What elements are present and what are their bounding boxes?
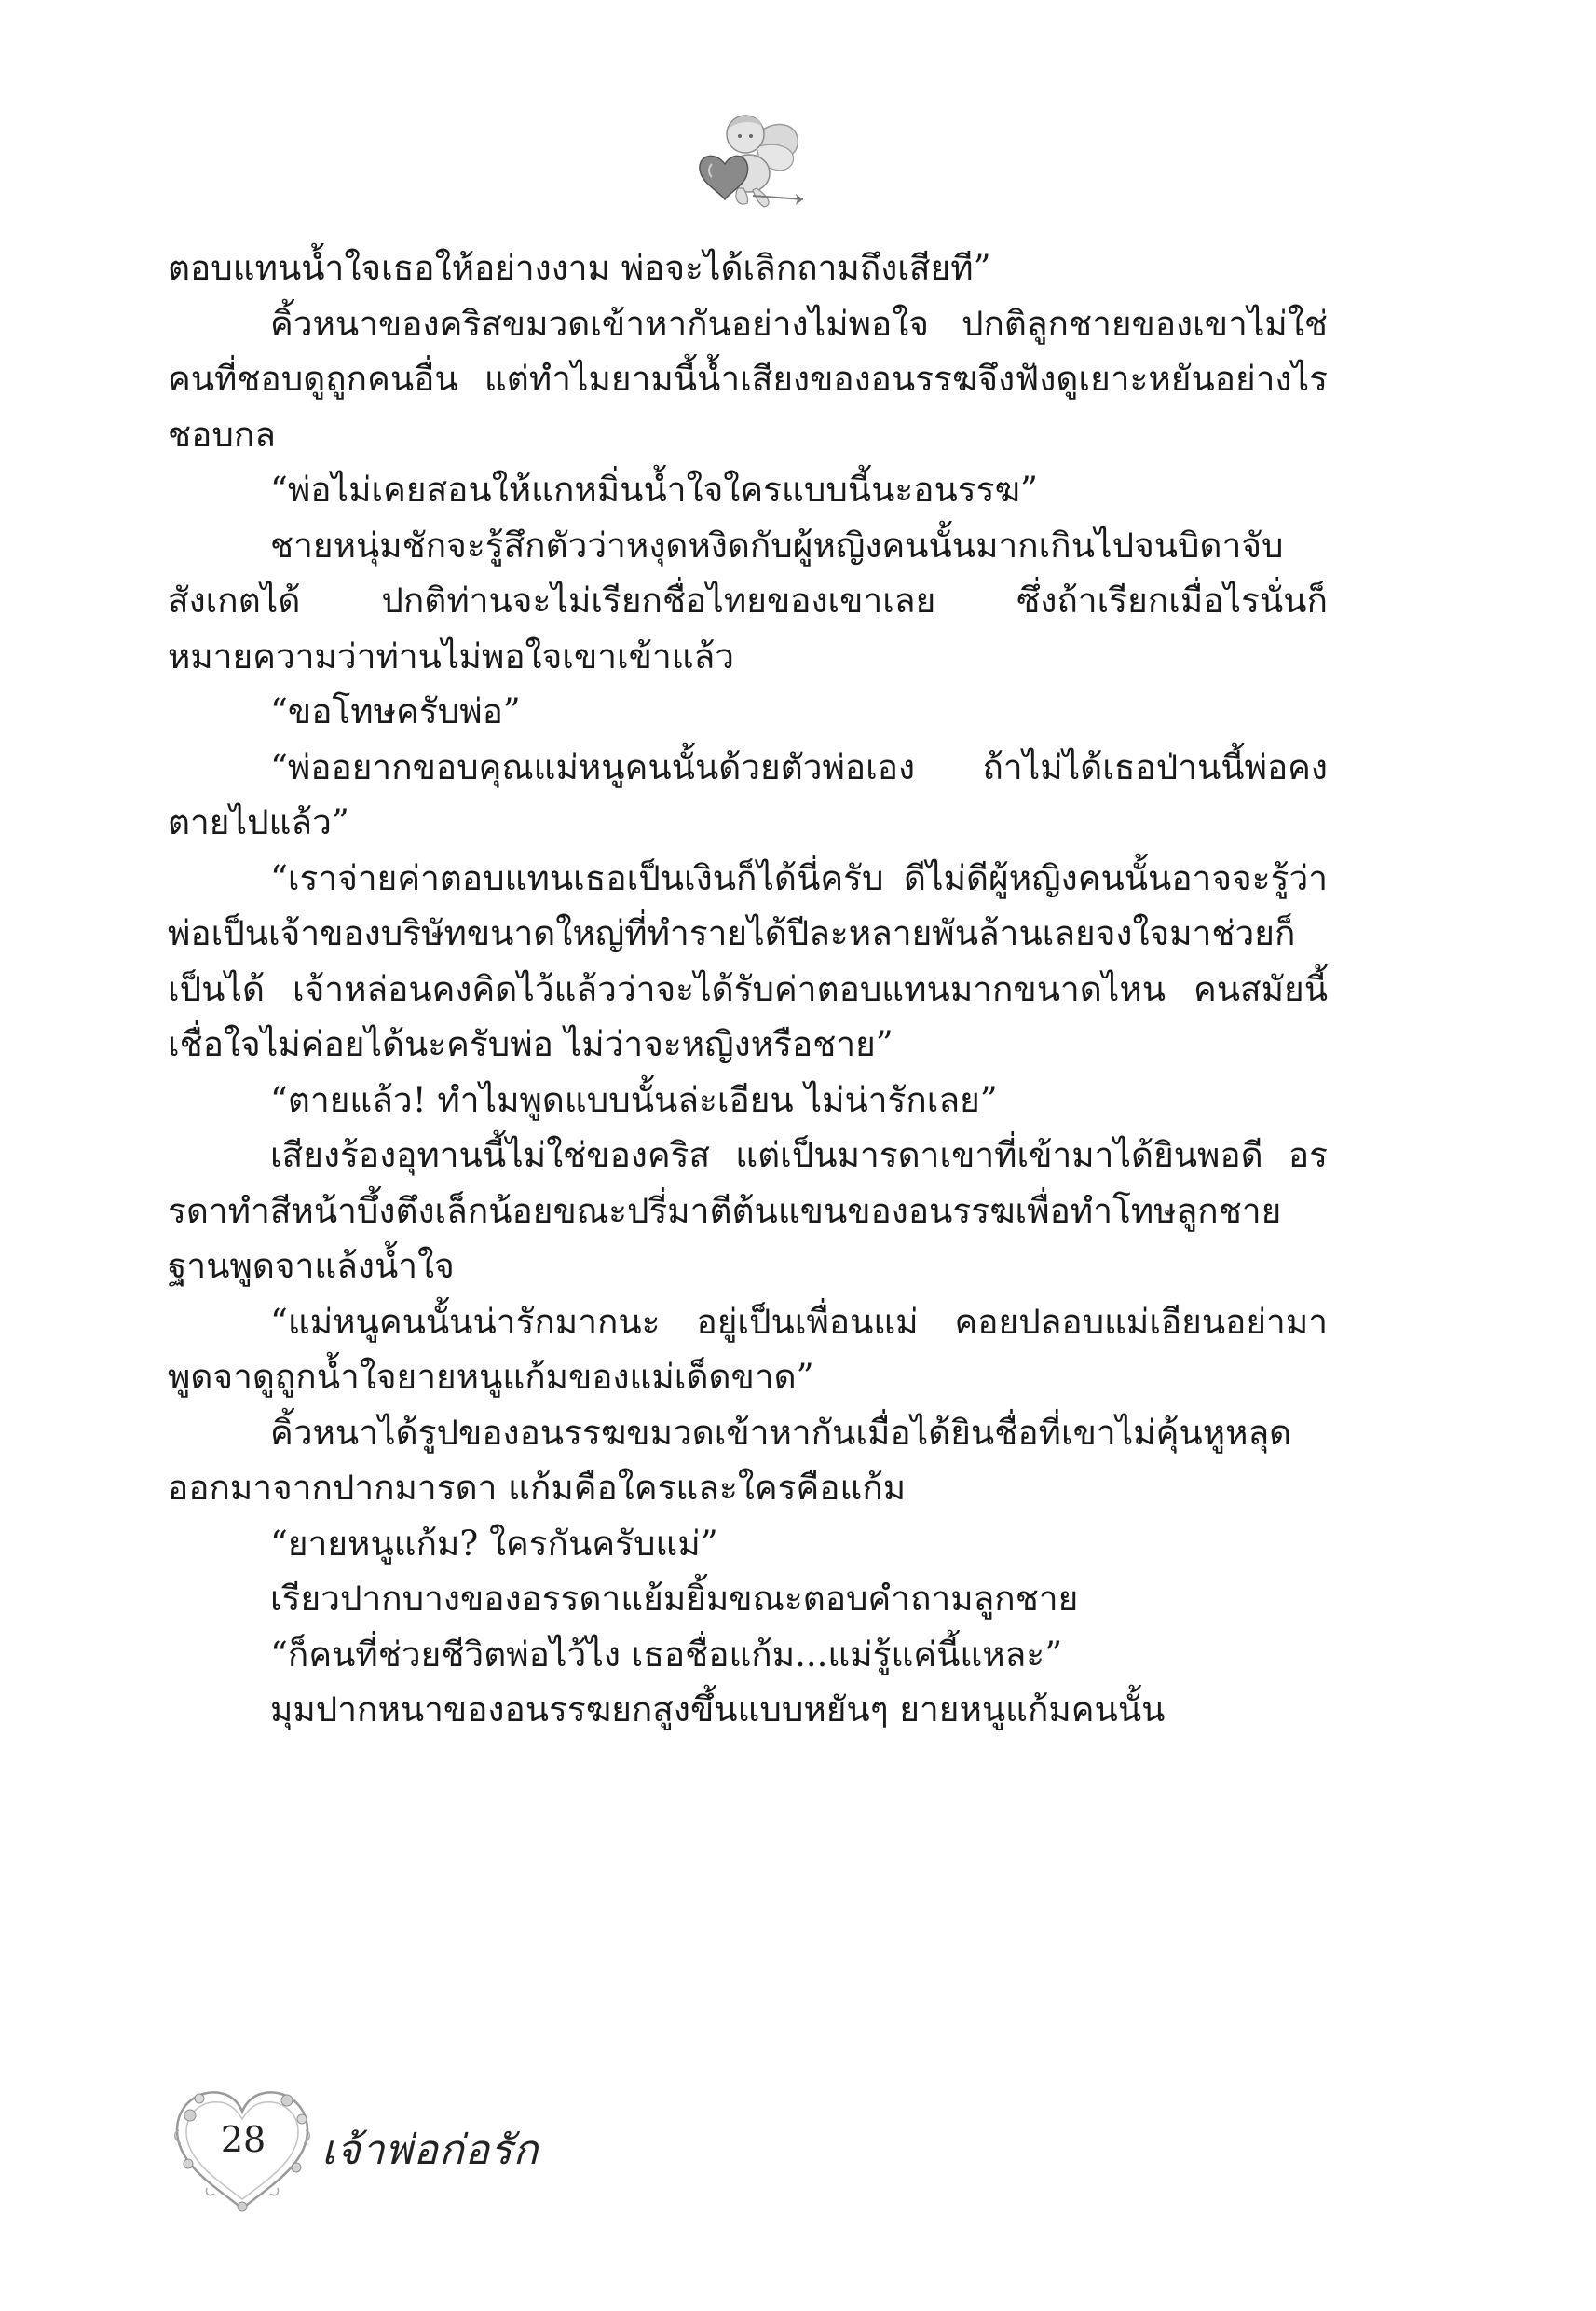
page-footer [168, 2078, 615, 2218]
page-number: 28 [220, 2119, 266, 2160]
paragraph: ตอบแทนน้ำใจเธอให้อย่างงาม พ่อจะได้เลิกถามถึงเสียที” [168, 248, 991, 288]
cupid-heart-icon [688, 103, 809, 214]
body-text [168, 240, 1328, 1738]
paragraph: เรียวปากบางของอรรดาแย้มยิ้มขณะตอบคำถามลูกชาย [270, 1579, 1079, 1619]
paragraph: ชายหนุ่มชักจะรู้สึกตัวว่าหงุดหงิดกับผู้หญิงคนนั้นมากเกินไปจนบิดาจับสังเกตได้ ปกติท่านจะไม่เรียกชื่อไทยของเขาเลย ซึ่งถ้าเรียกเมื่อไรนั่นก็หมายความว่าท่านไม่พอใจเขาเข้าแล้ว [168, 525, 1328, 677]
paragraph: เสียงร้องอุทานนี้ไม่ใช่ของคริส แต่เป็นมารดาเขาที่เข้ามาได้ยินพอดี อรรดาทำสีหน้าบึ้งตึงเล็กน้อยขณะปรี่มาตีต้นแขนของอนรรฆเพื่อทำโทษลูกชายฐานพูดจาแล้งน้ำใจ [168, 1135, 1328, 1286]
paragraph: “พ่ออยากขอบคุณแม่หนูคนนั้นด้วยตัวพ่อเอง ถ้าไม่ได้เธอป่านนี้พ่อคงตายไปแล้ว” [168, 746, 1328, 842]
paragraph: คิ้วหนาได้รูปของอนรรฆขมวดเข้าหากันเมื่อได้ยินชื่อที่เขาไม่คุ้นหูหลุดออกมาจากปากมารดา แก้มคือใครและใครคือแก้ม [168, 1412, 1292, 1508]
paragraph: คิ้วหนาของคริสขมวดเข้าหากันอย่างไม่พอใจ ปกติลูกชายของเขาไม่ใช่คนที่ชอบดูถูกคนอื่น แต่ทำไมยามนี้น้ำเสียงของอนรรฆจึงฟังดูเยาะหยันอย่างไรชอบกล [168, 303, 1328, 455]
book-title: เจ้าพ่อก่อรัก [321, 2126, 539, 2174]
paragraph: “ตายแล้ว! ทำไมพูดแบบนั้นล่ะเอียน ไม่น่ารักเลย” [270, 1079, 998, 1120]
paragraph: “ยายหนูแก้ม? ใครกันครับแม่” [270, 1523, 718, 1564]
paragraph: “แม่หนูคนนั้นน่ารักมากนะ อยู่เป็นเพื่อนแม่ คอยปลอบแม่เอียนอย่ามาพูดจาดูถูกน้ำใจยายหนูแก้มของแม่เด็ดขาด” [168, 1301, 1328, 1397]
paragraph: “ขอโทษครับพ่อ” [270, 691, 521, 732]
paragraph: “เราจ่ายค่าตอบแทนเธอเป็นเงินก็ได้นี่ครับ ดีไม่ดีผู้หญิงคนนั้นอาจจะรู้ว่าพ่อเป็นเจ้าของบริษัทขนาดใหญ่ที่ทำรายได้ปีละหลายพันล้านเลยจงใจมาช่วยก็เป็นได้ เจ้าหล่อนคงคิดไว้แล้วว่าจะได้รับค่าตอบแทนมากขนาดไหน คนสมัยนี้เชื่อใจไม่ค่อยได้นะครับพ่อ ไม่ว่าจะหญิงหรือชาย” [168, 857, 1328, 1064]
paragraph: “ก็คนที่ช่วยชีวิตพ่อไว้ไง เธอชื่อแก้ม...แม่รู้แค่นี้แหละ” [270, 1634, 1063, 1675]
paragraph: มุมปากหนาของอนรรฆยกสูงขึ้นแบบหยันๆ ยายหนูแก้มคนนั้น [270, 1689, 1166, 1730]
paragraph: “พ่อไม่เคยสอนให้แกหมิ่นน้ำใจใครแบบนี้นะอนรรฆ” [270, 470, 1038, 510]
